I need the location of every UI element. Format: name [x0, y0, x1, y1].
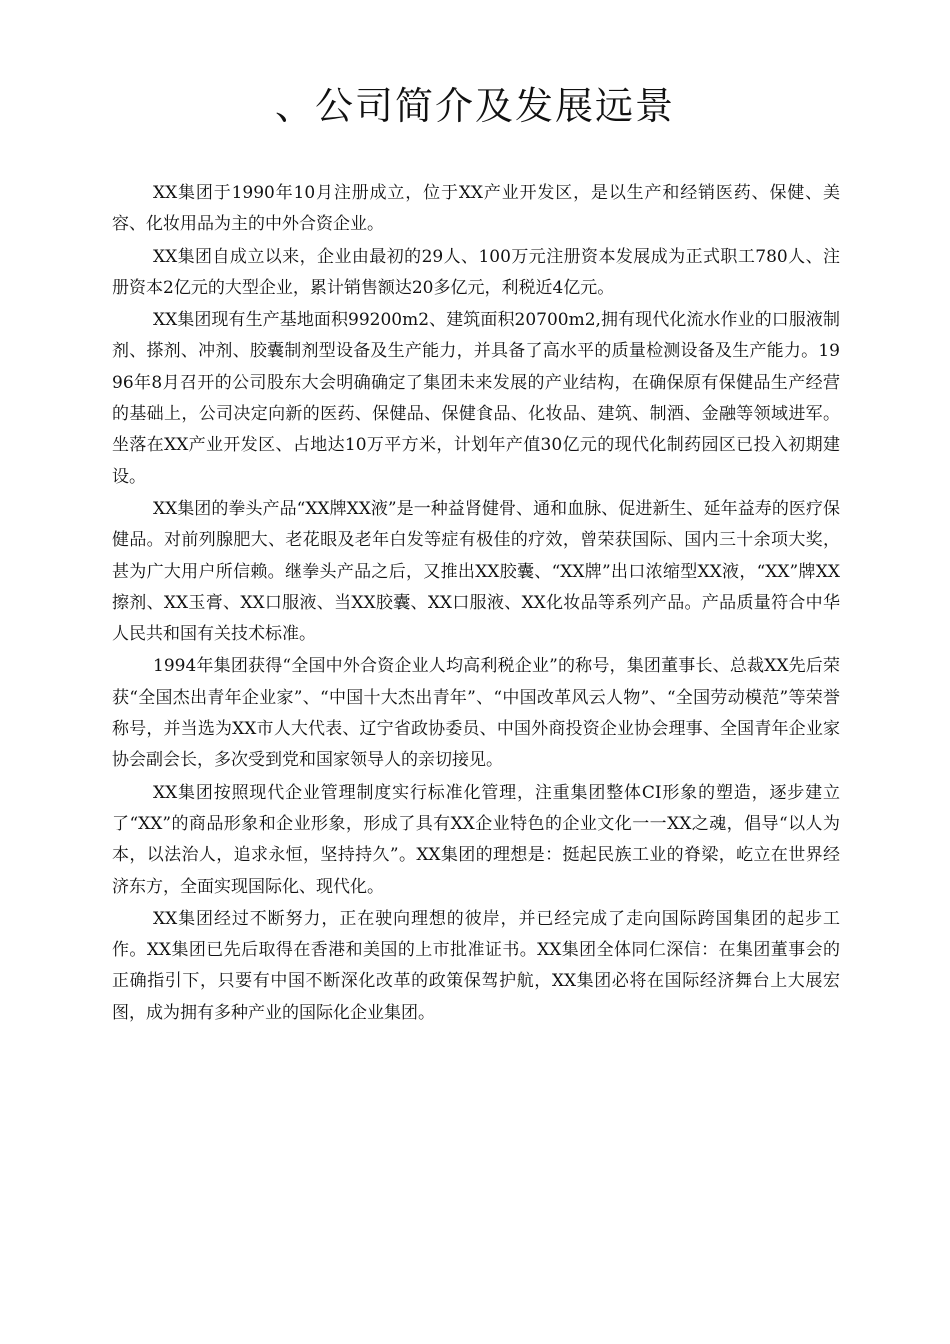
page-title: 、公司简介及发展远景	[274, 84, 675, 128]
paragraph-facilities: XX集团现有生产基地面积99200m2、建筑面积20700m2,拥有现代化流水作业的口服液制剂、搽剂、冲剂、胶囊制剂型设备及生产能力，并具备了高水平的质量检测设备及生产能力。1996年8月召开的公司股东大会明确确定了集团未来发展的产业结构，在确保原有保健品生产经营的基础上，公司决定向新的医药、保健品、保健食品、化妆品、建筑、制酒、金融等领域进军。坐落在XX产业开发区、占地达10万平方米，计划年产值30亿元的现代化制药园区已投入初期建设。	[112, 310, 840, 487]
paragraph-founding: XX集团于1990年10月注册成立，位于XX产业开发区，是以生产和经销医药、保健、美容、化妆用品为主的中外合资企业。	[112, 183, 840, 235]
paragraph-products: XX集团的拳头产品“XX牌XX液”是一种益肾健骨、通和血脉、促进新生、延年益寿的医疗保健品。对前列腺肥大、老花眼及老年白发等症有极佳的疗效，曾荣获国际、国内三十余项大奖，甚为广大用户所信赖。继拳头产品之后，又推出XX胶囊、“XX牌”出口浓缩型XX液，“XX”牌XX擦剂、XX玉膏、XX口服液、当XX胶囊、XX口服液、XX化妆品等系列产品。产品质量符合中华人民共和国有关技术标准。	[112, 498, 840, 645]
paragraph-growth: XX集团自成立以来，企业由最初的29人、100万元注册资本发展成为正式职工780人、注册资本2亿元的大型企业，累计销售额达20多亿元，利税近4亿元。	[112, 246, 840, 298]
document-body	[112, 178, 840, 1030]
paragraph-outlook: XX集团经过不断努力，正在驶向理想的彼岸，并已经完成了走向国际跨国集团的起步工作。XX集团已先后取得在香港和美国的上市批准证书。XX集团全体同仁深信：在集团董事会的正确指引下，只要有中国不断深化改革的政策保驾护航，XX集团必将在国际经济舞台上大展宏图，成为拥有多种产业的国际化企业集团。	[112, 908, 840, 1023]
paragraph-honors: 1994年集团获得“全国中外合资企业人均高利税企业”的称号，集团董事长、总裁XX先后荣获“全国杰出青年企业家”、“中国十大杰出青年”、“中国改革风云人物”、“全国劳动模范”等荣誉称号，并当选为XX市人大代表、辽宁省政协委员、中国外商投资企业协会理事、全国青年企业家协会副会长，多次受到党和国家领导人的亲切接见。	[112, 656, 840, 771]
paragraph-management: XX集团按照现代企业管理制度实行标准化管理，注重集团整体CI形象的塑造，逐步建立了“XX”的商品形象和企业形象，形成了具有XX企业特色的企业文化一一XX之魂，倡导“以人为本，以法治人，追求永恒，坚持持久”。XX集团的理想是：挺起民族工业的脊梁，屹立在世界经济东方，全面实现国际化、现代化。	[112, 782, 840, 897]
